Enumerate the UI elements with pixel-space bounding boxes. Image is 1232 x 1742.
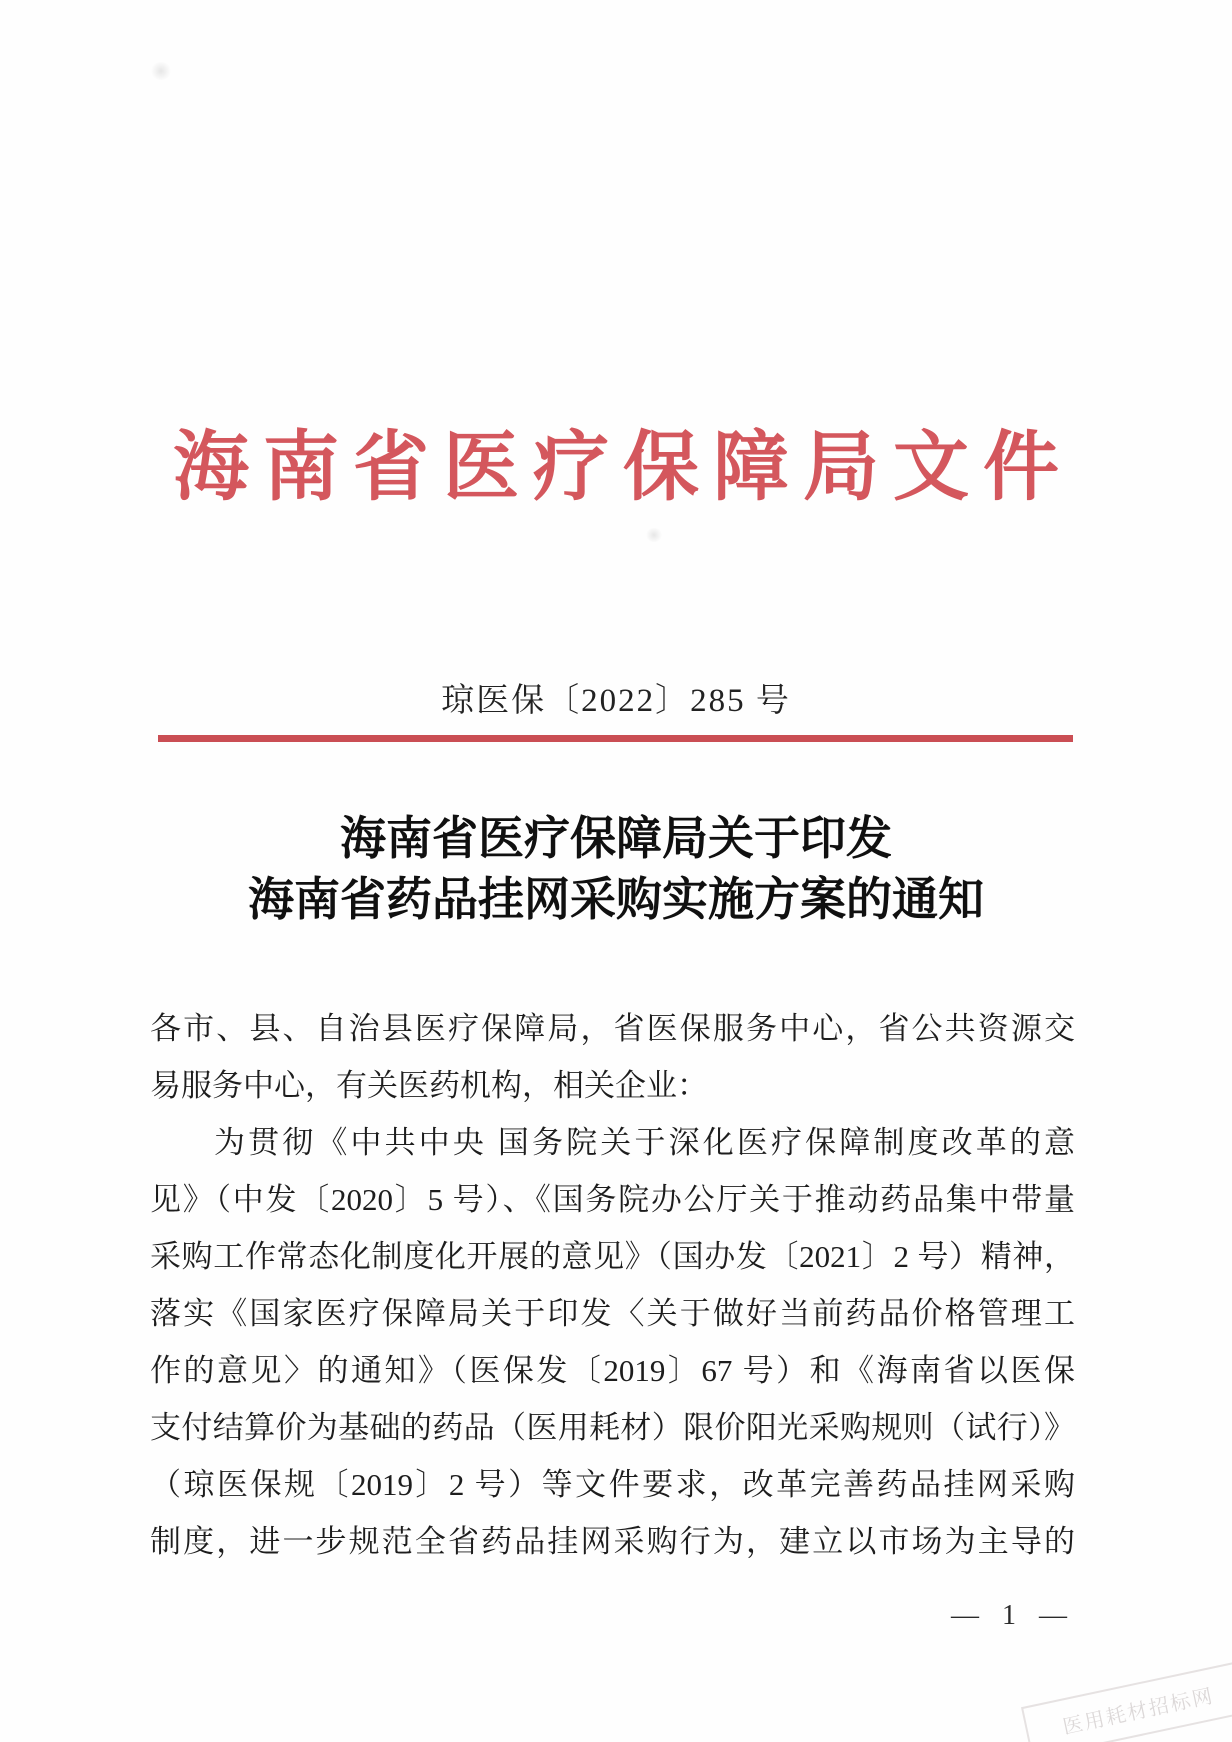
body-line: 作的意见〉的通知》（医保发〔2019〕67 号）和《海南省以医保 [150,1353,1075,1388]
issuer-header-title: 海南省医疗保障局文件 [173,426,1073,510]
document-title [0,808,1232,930]
body-line: 落实《国家医疗保障局关于印发〈关于做好当前药品价格管理工 [150,1296,1075,1331]
page-number: — 1 — [951,1600,1075,1631]
scan-artifact [150,62,172,80]
recipients-paragraph [150,1000,1075,1114]
body-line: 采购工作常态化制度化开展的意见》（国办发〔2021〕2 号）精神， [150,1239,1075,1274]
document-title-line-2: 海南省药品挂网采购实施方案的通知 [248,874,984,925]
watermark: 医用耗材招标网 [1021,1660,1232,1742]
body-line: 制度，进一步规范全省药品挂网采购行为，建立以市场为主导的 [150,1524,1075,1559]
body-line: 见》（中发〔2020〕5 号）、《国务院办公厅关于推动药品集中带量 [150,1182,1075,1217]
red-divider-rule [158,735,1073,742]
recipients-line: 易服务中心，有关医药机构，相关企业： [150,1068,708,1103]
body-paragraph [150,1114,1075,1570]
recipients-line: 各市、县、自治县医疗保障局，省医保服务中心，省公共资源交 [150,1011,1075,1046]
body-line: 为贯彻《中共中央 国务院关于深化医疗保障制度改革的意 [214,1125,1075,1160]
body-line: （琼医保规〔2019〕2 号）等文件要求，改革完善药品挂网采购 [150,1467,1075,1502]
document-number: 琼医保〔2022〕285 号 [441,683,791,719]
scan-artifact [645,528,663,542]
body-line: 支付结算价为基础的药品（医用耗材）限价阳光采购规则（试行）》 [150,1410,1075,1445]
document-title-line-1: 海南省医疗保障局关于印发 [340,813,892,864]
